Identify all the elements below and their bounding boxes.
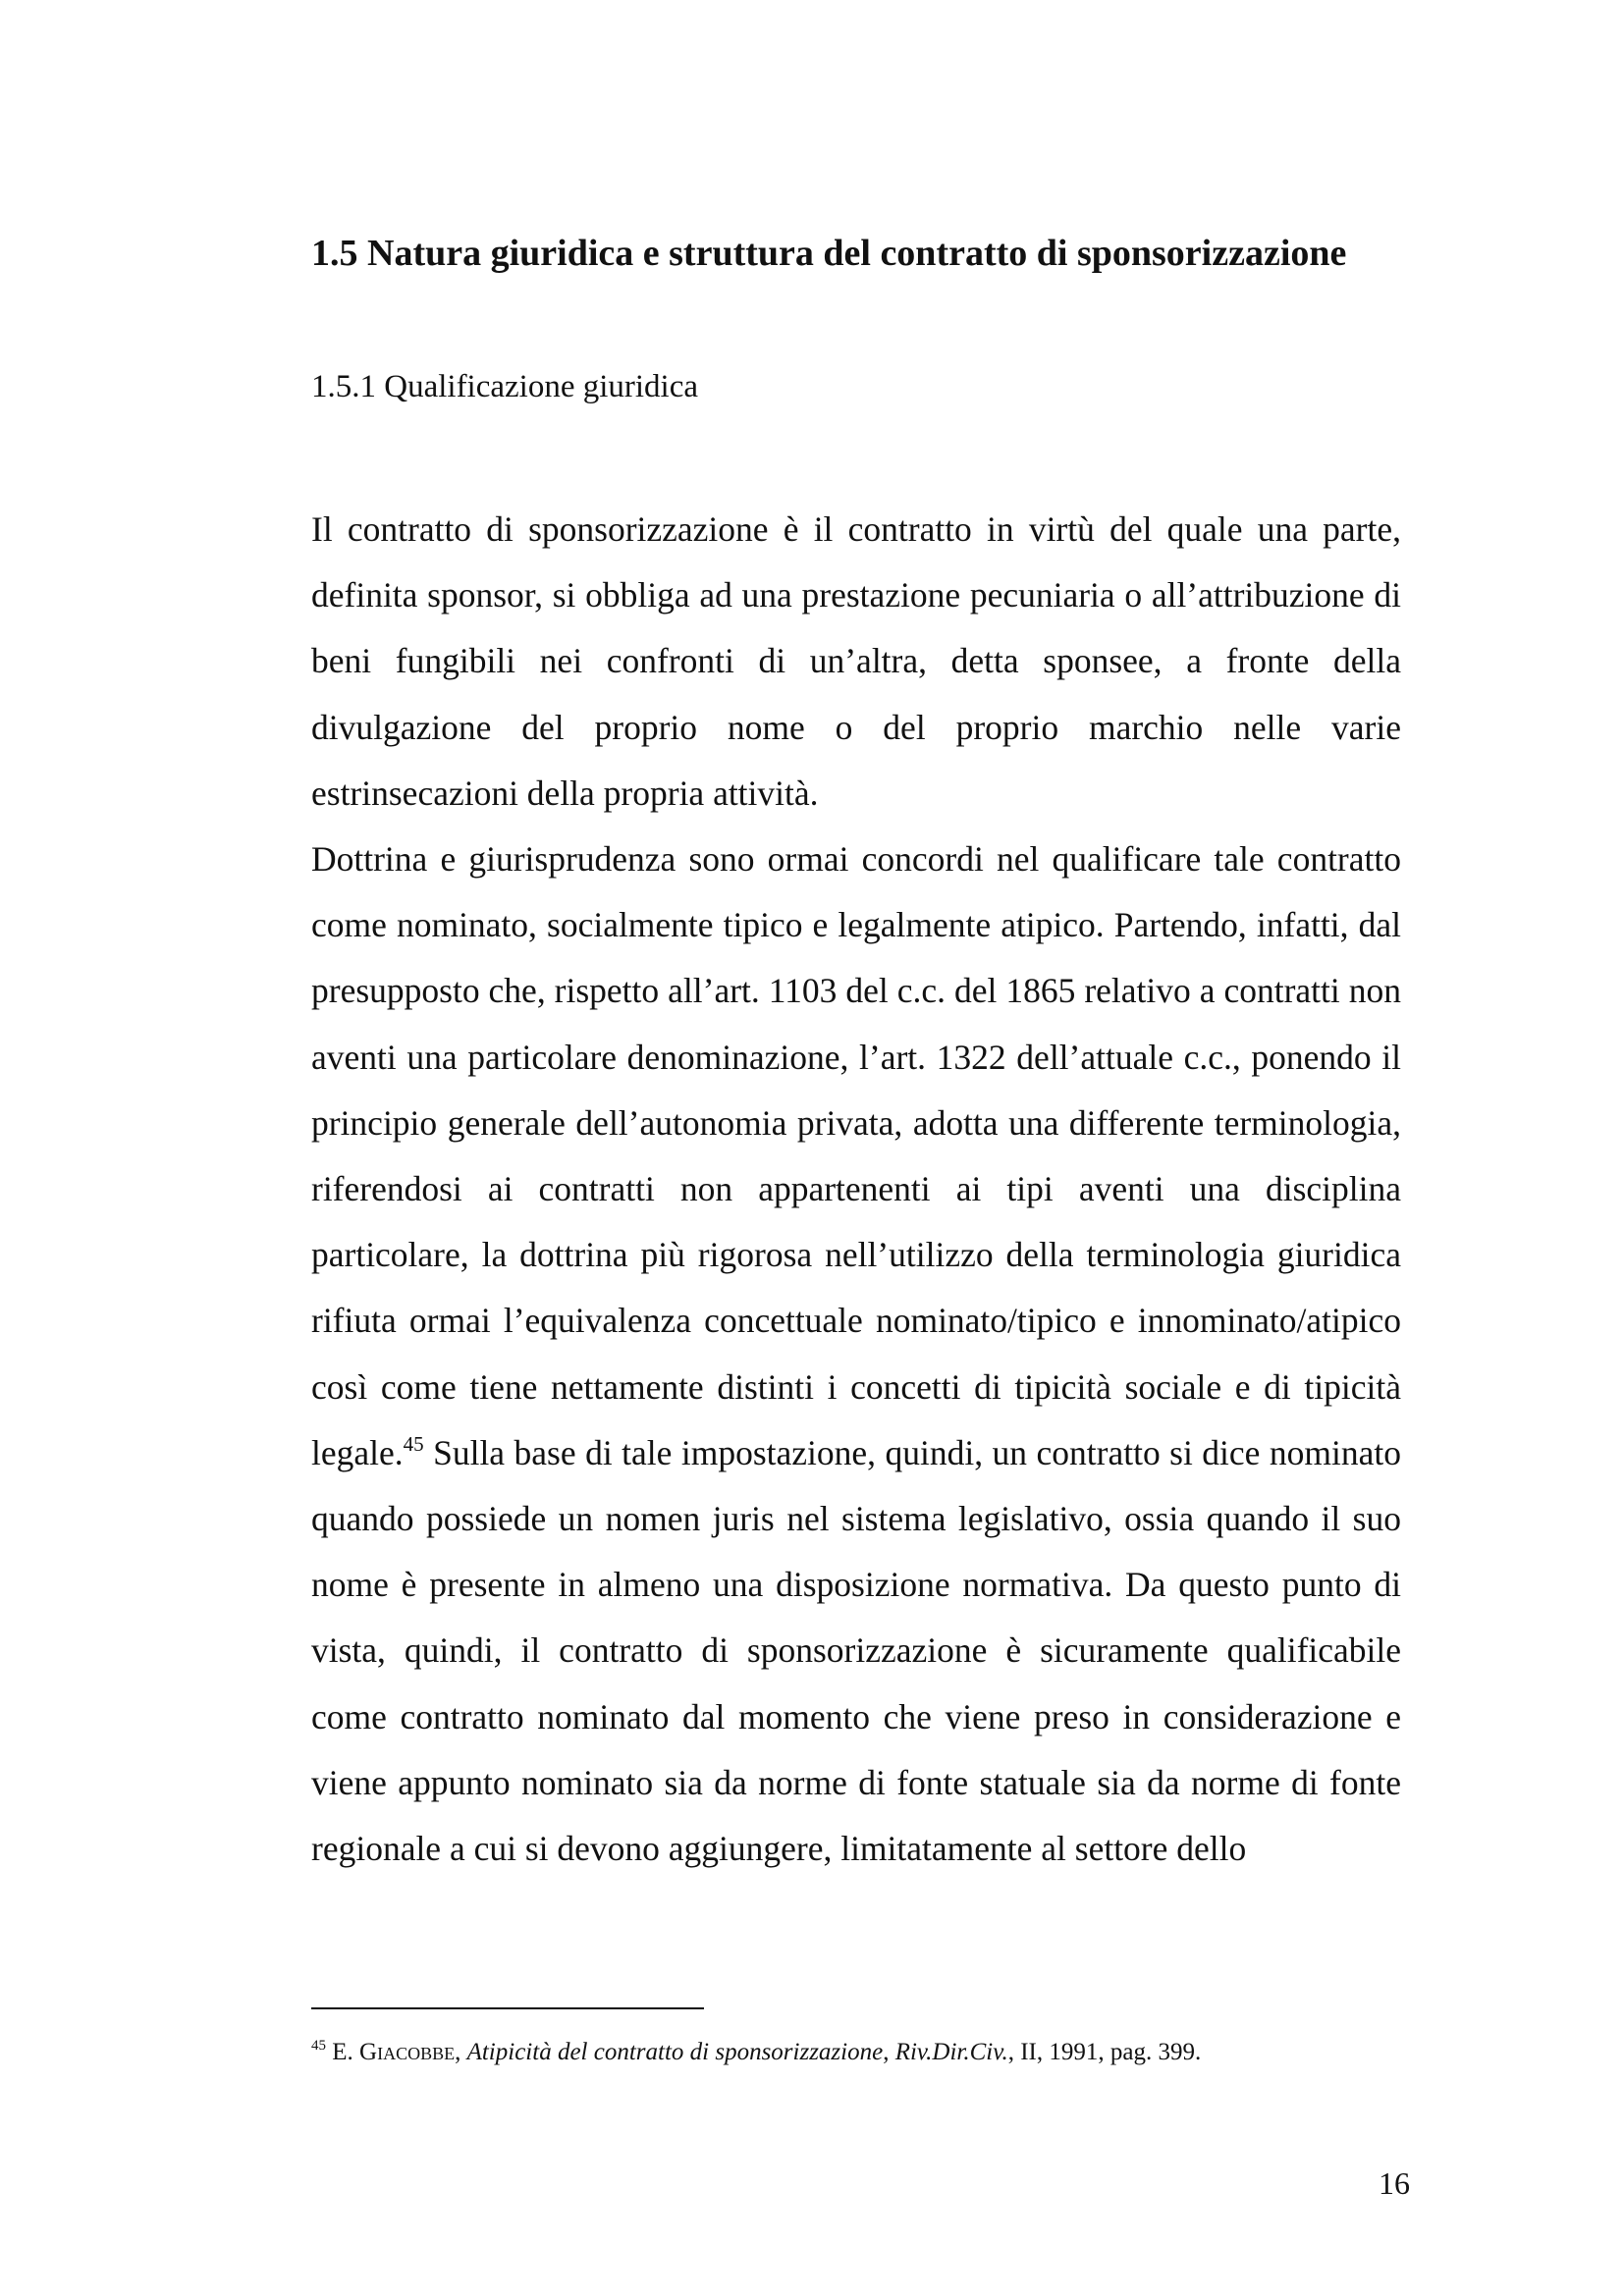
footnote-journal: Riv.Dir.Civ. [894,2039,1008,2065]
footnote-mid-separator: , [883,2039,895,2065]
footnote-author-initial: E. [332,2039,360,2065]
page-number: 16 [1379,2165,1410,2201]
footnote-author-surname: Giacobbe [359,2039,456,2065]
footnote [311,2036,1411,2069]
paragraph-1: Il contratto di sponsorizzazione è il contratto in virtù del quale una parte, definita sponsor, si obbliga ad una prestazione pecuniaria o all’attribuzione di beni fungibili nei confronti di un’altra, detta sponsee, a fronte della divulgazione del proprio nome o del proprio marchio nelle varie estrinsecazioni della propria attività. [311,509,1401,813]
section-title: 1.5 Natura giuridica e struttura del contratto di sponsorizzazione [311,233,1347,274]
body-text [311,497,1401,1882]
paragraph-2-part-1: Dottrina e giurisprudenza sono ormai concordi nel qualificare tale contratto come nominato, socialmente tipico e legalmente atipico. Partendo, infatti, dal presupposto che, rispetto all’art. 1103 del c.c. del 1865 relativo a contratti non aventi una particolare denominazione, l’art. 1322 dell’attuale c.c., ponendo il principio generale dell’autonomia privata, adotta una differente terminologia, riferendosi ai contratti non appartenenti ai tipi aventi una disciplina particolare, la dottrina più rigorosa nell’utilizzo della terminologia giuridica rifiuta ormai l’equivalenza concettuale nominato/tipico e innominato/atipico così come tiene nettamente distinti i concetti di tipicità sociale e di tipicità legale. [311,839,1401,1472]
footnote-details: , II, 1991, pag. 399. [1007,2039,1202,2065]
paragraph-2-part-2: Sulla base di tale impostazione, quindi, un contratto si dice nominato quando possiede un nomen juris nel sistema legislativo, ossia quando il suo nome è presente in almeno una disposizione normativa. Da questo punto di vista, quindi, il contratto di sponsorizzazione è sicuramente qualificabile come contratto nominato dal momento che viene preso in considerazione e viene appunto nominato sia da norme di fonte statuale sia da norme di fonte regionale a cui si devono aggiungere, limitatamente al settore dello [311,1432,1401,1869]
paragraph-2 [311,827,1401,1882]
subsection-title: 1.5.1 Qualificazione giuridica [311,369,699,404]
footnote-number: 45 [311,2038,326,2054]
footnote-separator-text: , [455,2039,467,2065]
footnote-reference[interactable]: 45 [403,1431,424,1456]
footnote-separator [311,2007,704,2009]
footnote-work-title: Atipicità del contratto di sponsorizzazione [466,2039,884,2065]
